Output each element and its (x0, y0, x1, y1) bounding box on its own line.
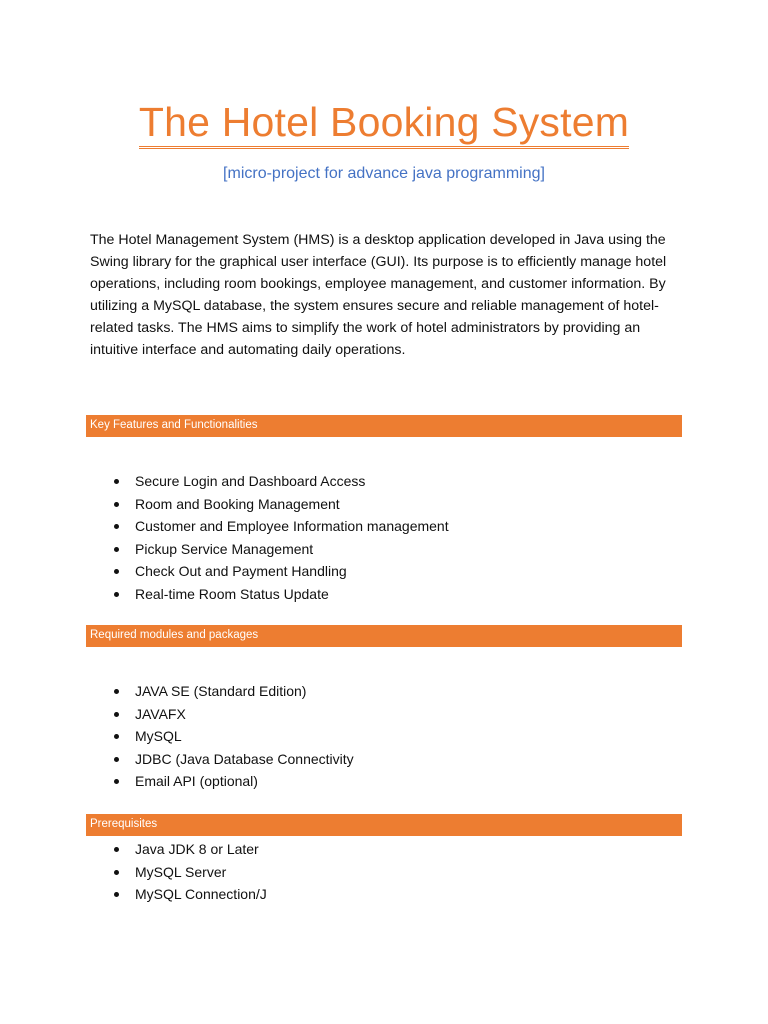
bullet-icon (114, 592, 119, 597)
list-item (90, 583, 449, 606)
list-item-text: Pickup Service Management (135, 540, 314, 557)
intro-paragraph: The Hotel Management System (HMS) is a desktop application developed in Java using the Swing library for the graphical user interface (GUI). Its purpose is to efficiently manage hotel operations, including room bookings, employee management, and customer information. By utilizing a MySQL database, the system ensures secure and reliable management of hotel-related tasks. The HMS aims to simplify the work of hotel administrators by providing an intuitive interface and automating daily operations. (90, 232, 667, 358)
section-heading-key-features: Key Features and Functionalities (86, 415, 682, 437)
required-modules-list (90, 680, 354, 793)
bullet-icon (114, 870, 119, 875)
list-item (90, 493, 449, 516)
list-item (90, 725, 354, 748)
list-item (90, 838, 267, 861)
bullet-icon (114, 479, 119, 484)
bullet-icon (114, 547, 119, 552)
list-item-text: MySQL (135, 728, 182, 744)
list-item (90, 515, 449, 538)
list-item-text: JAVAFX (135, 705, 186, 722)
bullet-icon (114, 757, 119, 762)
section-heading-prerequisites: Prerequisites (86, 814, 682, 836)
list-item (90, 748, 354, 771)
list-item-text: Check Out and Payment Handling (135, 563, 347, 579)
list-item-text: JAVA SE (Standard Edition) (135, 683, 307, 699)
bullet-icon (114, 712, 119, 717)
list-item (90, 861, 267, 884)
list-item-text: Room and Booking Management (135, 495, 340, 512)
list-item-text: Customer and Employee Information management (135, 518, 449, 534)
bullet-icon (114, 779, 119, 784)
list-item-text: Secure Login and Dashboard Access (135, 473, 366, 489)
list-item (90, 883, 267, 906)
bullet-icon (114, 734, 119, 739)
list-item-text: Real-time Room Status Update (135, 585, 329, 602)
list-item (90, 703, 354, 726)
list-item (90, 470, 449, 493)
document-title (0, 96, 768, 149)
bullet-icon (114, 892, 119, 897)
document-subtitle: [micro-project for advance java programming] (223, 165, 545, 182)
section-heading-required-modules: Required modules and packages (86, 625, 682, 647)
list-item-text: Email API (optional) (135, 773, 258, 789)
bullet-icon (114, 847, 119, 852)
list-item (90, 538, 449, 561)
bullet-icon (114, 502, 119, 507)
title-text: The Hotel Booking System (139, 98, 629, 149)
bullet-icon (114, 524, 119, 529)
list-item (90, 770, 354, 793)
list-item-text: JDBC (Java Database Connectivity (135, 750, 354, 767)
list-item-text: MySQL Connection/J (135, 886, 267, 902)
list-item (90, 680, 354, 703)
bullet-icon (114, 569, 119, 574)
key-features-list (90, 470, 449, 605)
list-item (90, 560, 449, 583)
bullet-icon (114, 689, 119, 694)
list-item-text: MySQL Server (135, 863, 227, 880)
prerequisites-list (90, 838, 267, 906)
list-item-text: Java JDK 8 or Later (135, 841, 259, 857)
